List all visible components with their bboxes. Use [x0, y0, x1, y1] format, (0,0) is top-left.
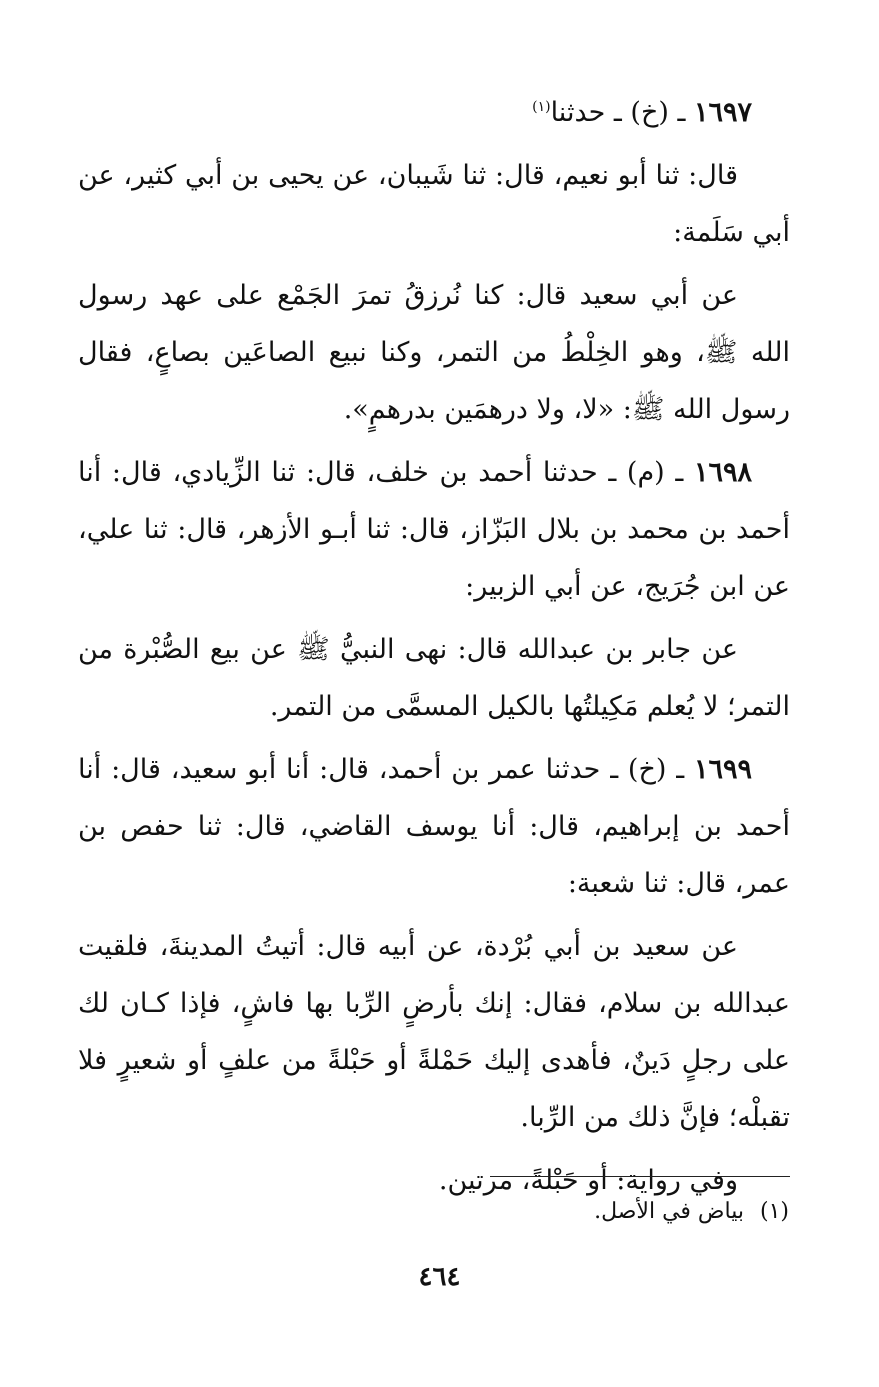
hadith-heading-text: ـ (خ) ـ حدثنا — [550, 97, 694, 128]
hadith-number: ١٦٩٧ — [693, 97, 752, 128]
hadith-1699-matn: عن سعيد بن أبي بُرْدة، عن أبيه قال: أتيتُ المدينةَ، فلقيت عبدالله بن سلام، فقال: إنك بأرضٍ الرِّبا بها فاشٍ، فإذا كـان لك على رجلٍ دَينٌ، فأهدى إليك حَمْلةً أو حَبْلةً من علفٍ أو شعيرٍ فلا تقبلْه؛ فإنَّ ذلك من الرِّبا. — [78, 931, 790, 1133]
main-text — [78, 84, 790, 1215]
footnote-reference: (١) — [532, 99, 551, 115]
footnote-divider — [490, 1176, 790, 1177]
hadith-1697-isnad: قال: ثنا أبو نعيم، قال: ثنا شَيبان، عن يحيى بن أبي كثير، عن أبي سَلَمة: — [78, 160, 790, 248]
hadith-number: ١٦٩٨ — [693, 457, 752, 488]
hadith-heading-text: ـ (م) ـ حدثنا أحمد بن خلف، قال: ثنا الزِّيادي، قال: أنا أحمد بن محمد بن بلال البَزّاز، قال: ثنا أبـو الأزهر، قال: ثنا علي، عن ابن جُرَيج، عن أبي الزبير: — [78, 457, 790, 602]
page-number: ٤٦٤ — [418, 1262, 461, 1292]
hadith-1698-heading — [78, 444, 790, 615]
hadith-number: ١٦٩٩ — [693, 754, 752, 785]
hadith-heading-text: ـ (خ) ـ حدثنا عمر بن أحمد، قال: أنا أبو سعيد، قال: أنا أحمد بن إبراهيم، قال: أنا يوسف القاضي، قال: ثنا حفص بن عمر، قال: ثنا شعبة: — [78, 754, 790, 899]
footnote-number: (١) — [759, 1199, 789, 1224]
hadith-1697-matn: عن أبي سعيد قال: كنا نُرزقُ تمرَ الجَمْع على عهد رسول الله ﷺ، وهو الخِلْطُ من التمر، وكنا نبيع الصاعَين بصاعٍ، فقال رسول الله ﷺ: «لا، ولا درهمَين بدرهمٍ». — [78, 280, 790, 425]
hadith-1699-heading — [78, 741, 790, 912]
footnote — [389, 1196, 789, 1228]
hadith-1698-matn: عن جابر بن عبدالله قال: نهى النبيُّ ﷺ عن بيع الصُّبْرة من التمر؛ لا يُعلم مَكِيلتُها بالكيل المسمَّى من التمر. — [78, 634, 790, 722]
hadith-1699-riwaya: وفي رواية: أو حَبْلةً، مرتين. — [438, 1165, 738, 1196]
footnote-text: بياض في الأصل. — [594, 1199, 744, 1224]
hadith-1697-heading — [78, 84, 790, 141]
